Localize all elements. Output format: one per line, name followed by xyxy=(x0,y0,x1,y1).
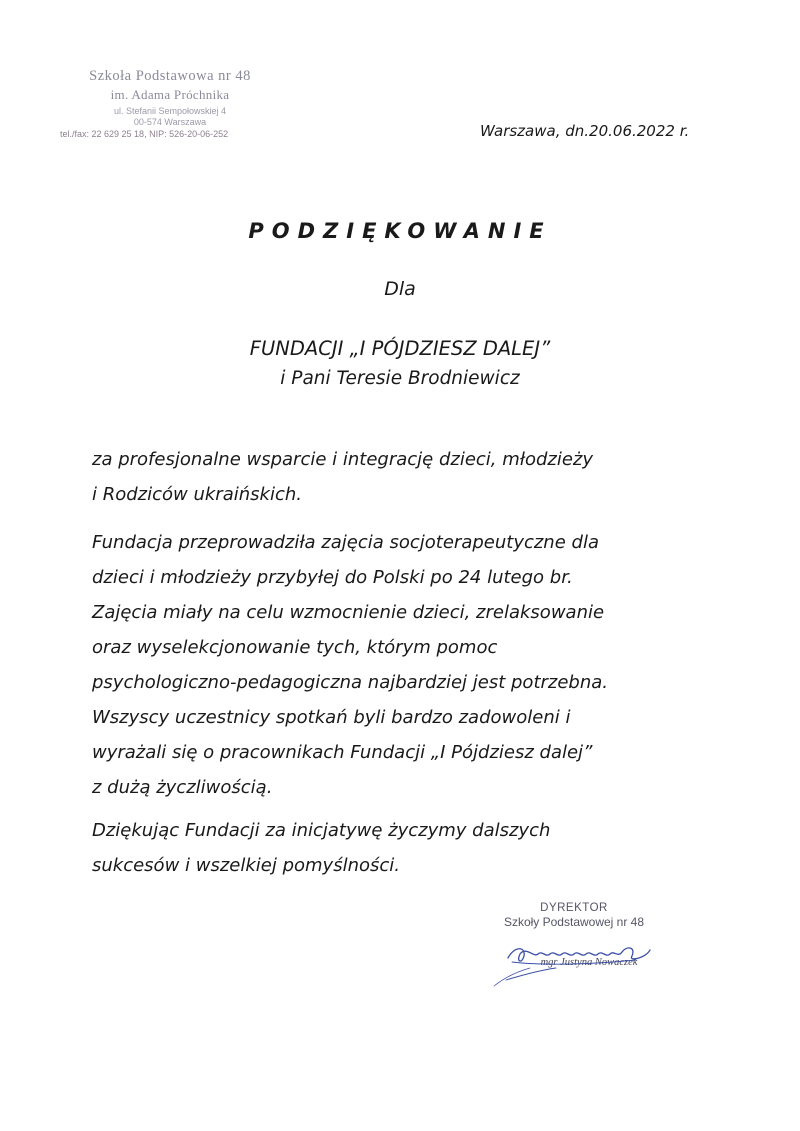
text-line: oraz wyselekcjonowanie tych, którym pomoc xyxy=(92,637,498,658)
stamp-postal: 00-574 Warszawa xyxy=(133,117,207,127)
paragraph-reason xyxy=(92,442,712,512)
text-line: Dziękując Fundacji za inicjatywę życzymy dalszych xyxy=(92,820,551,841)
text-line: sukcesów i wszelkiej pomyślności. xyxy=(92,855,401,876)
stamp-contact: tel./fax: 22 629 25 18, NIP: 526-20-06-252 xyxy=(60,129,229,139)
text-line: Zajęcia miały na celu wzmocnienie dzieci, zrelaksowanie xyxy=(92,602,605,623)
stamp-school-name: Szkoła Podstawowa nr 48 xyxy=(89,68,251,84)
text-line: i Rodziców ukraińskich. xyxy=(92,484,302,505)
dedication-for: Dla xyxy=(384,278,416,300)
director-school: Szkoły Podstawowej nr 48 xyxy=(503,915,645,929)
text-line: dzieci i młodzieży przybyłej do Polski po 24 lutego br. xyxy=(92,567,573,588)
text-line: Fundacja przeprowadziła zajęcia socjoterapeutyczne dla xyxy=(92,532,599,553)
text-line: Wszyscy uczestnicy spotkań byli bardzo zadowoleni i xyxy=(92,707,571,728)
school-stamp xyxy=(52,68,288,139)
text-line: psychologiczno-pedagogiczna najbardziej jest potrzebna. xyxy=(92,672,609,693)
text-line: z dużą życzliwością. xyxy=(92,777,273,798)
letter-title: PODZIĘKOWANIE xyxy=(248,219,552,243)
letter-date: Warszawa, dn.20.06.2022 r. xyxy=(480,122,690,140)
director-title: DYREKTOR xyxy=(540,902,608,914)
recipient-person: i Pani Teresie Brodniewicz xyxy=(280,368,520,389)
stamp-street: ul. Stefanii Sempołowskiej 4 xyxy=(113,106,227,116)
recipient-organization: FUNDACJI „I PÓJDZIESZ DALEJ” xyxy=(249,337,551,360)
handwritten-signature xyxy=(486,928,666,988)
paragraph-description xyxy=(92,525,712,805)
director-name: mgr Justyna Nowaczek xyxy=(540,957,638,968)
paragraph-wishes xyxy=(92,813,712,883)
text-line: za profesjonalne wsparcie i integrację dzieci, młodzieży xyxy=(92,449,594,470)
stamp-patron: im. Adama Próchnika xyxy=(110,87,230,102)
text-line: wyrażali się o pracownikach Fundacji „I Pójdziesz dalej” xyxy=(92,742,593,763)
